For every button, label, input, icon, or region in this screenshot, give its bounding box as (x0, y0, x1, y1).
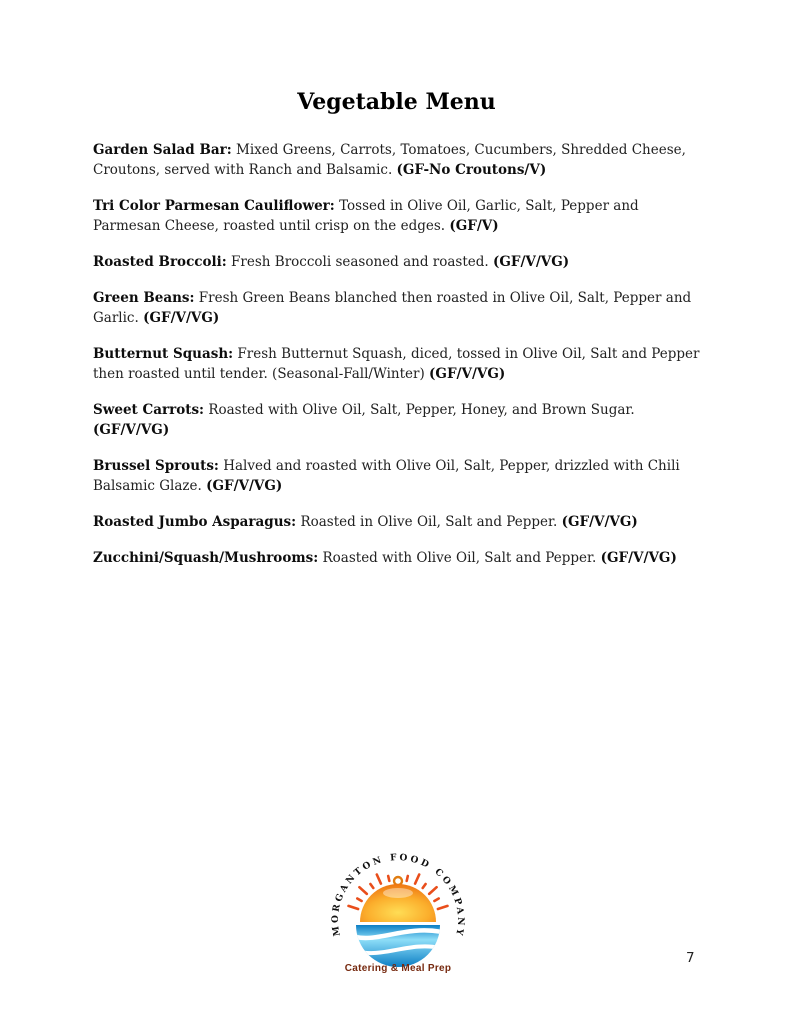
menu-item-description: Mixed Greens, Carrots, Tomatoes, Cucumbers, Shredded Cheese, Croutons, served with Ranch and Balsamic. (93, 142, 686, 178)
menu-item-name: Brussel Sprouts: (93, 458, 219, 474)
logo-arc-text: MORGANTON FOOD COMPANY (330, 853, 466, 937)
menu-item-diet-tag: (GF/V/VG) (143, 310, 220, 326)
menu-item (93, 456, 700, 496)
menu-item-description: Tossed in Olive Oil, Garlic, Salt, Pepper and Parmesan Cheese, roasted until crisp on the edges. (93, 198, 639, 234)
menu-item-diet-tag: (GF/V/VG) (492, 254, 570, 270)
menu-item-diet-tag: (GF/V/VG) (429, 366, 506, 382)
menu-item (93, 288, 700, 328)
menu-item-name: Roasted Broccoli: (93, 254, 227, 270)
menu-item-name: Butternut Squash: (93, 346, 234, 362)
menu-item (93, 548, 700, 568)
menu-item-description: Fresh Broccoli seasoned and roasted. (231, 254, 489, 270)
menu-item-description: Halved and roasted with Olive Oil, Salt, Pepper, drizzled with Chili Balsamic Glaze. (93, 458, 680, 494)
water-waves-icon (352, 925, 442, 967)
menu-item (93, 400, 700, 440)
menu-item-description: Roasted with Olive Oil, Salt and Pepper. (322, 550, 597, 566)
menu-item-diet-tag: (GF/V/VG) (561, 514, 638, 530)
menu-item-description: Fresh Butternut Squash, diced, tossed in Olive Oil, Salt and Pepper then roasted until tender. (93, 346, 700, 382)
logo-tagline: Catering & Meal Prep (344, 963, 452, 974)
menu-item-description: Roasted in Olive Oil, Salt and Pepper. (300, 514, 558, 530)
menu-item-diet-tag: (GF-No Croutons/V) (396, 162, 547, 178)
menu-item-name: Tri Color Parmesan Cauliflower: (93, 198, 335, 214)
menu-item-diet-tag: (GF/V/VG) (93, 422, 170, 438)
menu-item-description: Fresh Green Beans blanched then roasted in Olive Oil, Salt, Pepper and Garlic. (93, 290, 692, 326)
cloche-handle-icon (394, 877, 402, 885)
menu-item-name: Green Beans: (93, 290, 195, 306)
menu-item-diet-tag: (GF/V/VG) (206, 478, 283, 494)
company-logo-graphic (318, 849, 478, 979)
dome-highlight (383, 888, 413, 898)
menu-item-diet-tag: (GF/V/VG) (600, 550, 677, 566)
menu-list (93, 140, 700, 568)
menu-item-name: Sweet Carrots: (93, 402, 205, 418)
menu-item-description: Roasted with Olive Oil, Salt, Pepper, Honey, and Brown Sugar. (208, 402, 635, 418)
menu-content (93, 88, 700, 584)
menu-item (93, 344, 700, 384)
company-logo (318, 849, 478, 979)
menu-item (93, 196, 700, 236)
menu-item (93, 140, 700, 180)
menu-item (93, 512, 700, 532)
menu-item-name: Zucchini/Squash/Mushrooms: (93, 550, 319, 566)
menu-item-name: Garden Salad Bar: (93, 142, 232, 158)
page-number: 7 (686, 950, 695, 966)
menu-item-seasonal-note: (Seasonal-Fall/Winter) (272, 366, 425, 382)
page-title: Vegetable Menu (297, 89, 496, 115)
menu-item (93, 252, 700, 272)
menu-item-diet-tag: (GF/V) (449, 218, 499, 234)
menu-item-name: Roasted Jumbo Asparagus: (93, 514, 297, 530)
